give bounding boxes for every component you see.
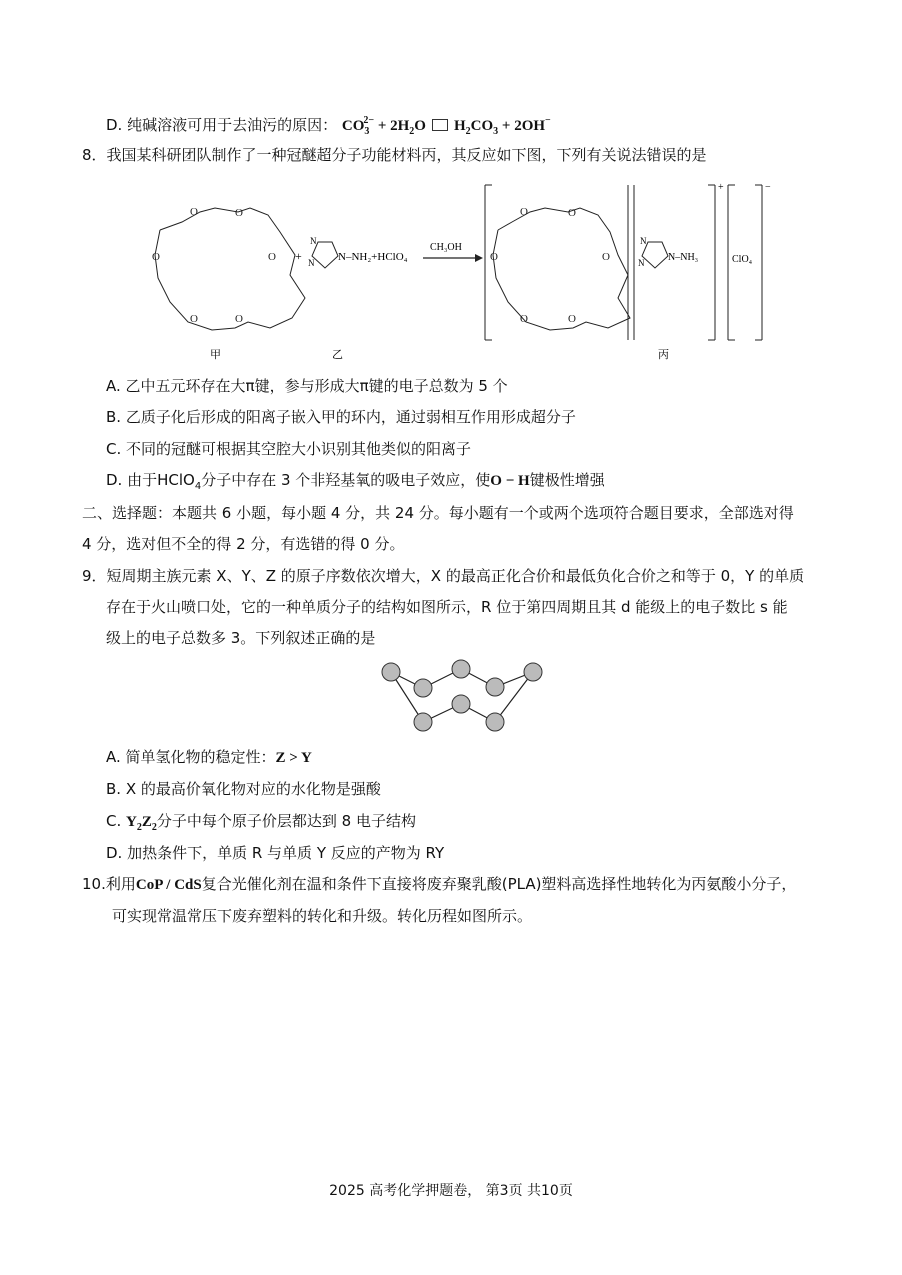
anion-text: ClO₄ <box>732 254 753 265</box>
q8-reaction-scheme <box>140 180 780 365</box>
atom-icon <box>524 663 542 681</box>
section2-scoring: 4 分，选对但不全的得 2 分，有选错的得 0 分。 <box>82 535 405 553</box>
svg-text:O: O <box>520 206 528 218</box>
crown-ether-a-oxygens <box>152 206 276 325</box>
label-bing: 丙 <box>658 348 669 361</box>
page-footer: 2025 高考化学押题卷， 第3页 共10页 <box>329 1183 573 1199</box>
q10-stem-2: 可实现常温常压下废弃塑料的转化和升级。转化历程如图所示。 <box>112 907 533 925</box>
label-jia: 甲 <box>210 348 221 361</box>
svg-text:O: O <box>568 313 576 325</box>
q8-option-a: A. 乙中五元环存在大π键，参与形成大π键的电子总数为 5 个 <box>106 377 508 395</box>
q7-option-d-text: D. 纯碱溶液可用于去油污的原因： <box>106 116 338 134</box>
atom-icon <box>382 663 400 681</box>
svg-text:N: N <box>638 258 645 268</box>
charge-plus: + <box>718 182 724 193</box>
q9-option-d: D. 加热条件下，单质 R 与单质 Y 反应的产物为 RY <box>106 844 445 862</box>
svg-text:N: N <box>308 258 315 268</box>
s8-molecule-diagram <box>375 655 550 737</box>
q8-option-d: D. 由于HClO$_4$分子中存在 3 个非羟基氧的吸电子效应，使O − H键极性增强 <box>106 471 605 492</box>
svg-text:O: O <box>602 251 610 263</box>
svg-text:N: N <box>310 236 317 246</box>
q9-option-c: C. $Y_2Z_2$分子中每个原子价层都达到 8 电子结构 <box>106 812 416 833</box>
atom-icon <box>452 660 470 678</box>
atom-icon <box>452 695 470 713</box>
svg-text:O: O <box>152 251 160 263</box>
atom-icon <box>486 713 504 731</box>
q7-option-d <box>106 110 551 143</box>
q9-stem-1: 9．短周期主族元素 X、Y、Z 的原子序数依次增大，X 的最高正化合价和最低负化合价之和等于 0，Y 的单质 <box>82 567 805 585</box>
q9-stem-2: 存在于火山喷口处，它的一种单质分子的结构如图所示，R 位于第四周期且其 d 能级上的电子数比 s 能 <box>106 598 788 616</box>
q8-option-b: B. 乙质子化后形成的阳离子嵌入甲的环内，通过弱相互作用形成超分子 <box>106 408 576 426</box>
atom-icon <box>414 713 432 731</box>
atom-icon <box>486 678 504 696</box>
svg-text:O: O <box>190 206 198 218</box>
atom-icon <box>414 679 432 697</box>
q9-option-b: B. X 的最高价氧化物对应的水化物是强酸 <box>106 780 381 798</box>
svg-text:N: N <box>640 236 647 246</box>
plus-sign: + <box>295 249 302 263</box>
svg-text:O: O <box>235 207 243 219</box>
section2-heading: 二、选择题：本题共 6 小题，每小题 4 分，共 24 分。每小题有一个或两个选项符合题目要求，全部选对得 <box>82 504 794 522</box>
q9-option-a: A. 简单氢化物的稳定性：Z > Y <box>106 748 312 766</box>
label-yi: 乙 <box>332 348 343 361</box>
q8-option-c: C. 不同的冠醚可根据其空腔大小识别其他类似的阳离子 <box>106 440 472 458</box>
crown-ether-c <box>493 208 630 330</box>
svg-text:O: O <box>520 313 528 325</box>
q8-stem: 8．我国某科研团队制作了一种冠醚超分子功能材料丙，其反应如下图，下列有关说法错误的是 <box>82 146 707 164</box>
q9-stem-3: 级上的电子总数多 3。下列叙述正确的是 <box>106 629 376 647</box>
q7-equation: $CO_3^{2-} + 2H_2O$ $H_2CO_3 + 2OH^-$ <box>341 115 551 137</box>
product-cation-text: N–NH₃ <box>668 252 699 263</box>
charge-minus: − <box>765 182 771 193</box>
svg-text:O: O <box>268 251 276 263</box>
conditions-text: CH₃OH <box>430 242 462 253</box>
svg-text:O: O <box>568 207 576 219</box>
svg-text:O: O <box>190 313 198 325</box>
crown-ether-a <box>155 208 305 330</box>
q10-stem-1: 10.利用CoP / CdS复合光催化剂在温和条件下直接将废弃聚乳酸(PLA)塑料高选择性地转化为丙氨酸小分子， <box>82 875 797 893</box>
equilibrium-box-icon <box>432 119 448 131</box>
reagent-text: N–NH₂+HClO₄ <box>338 251 408 263</box>
svg-text:O: O <box>235 313 243 325</box>
svg-text:O: O <box>490 251 498 263</box>
